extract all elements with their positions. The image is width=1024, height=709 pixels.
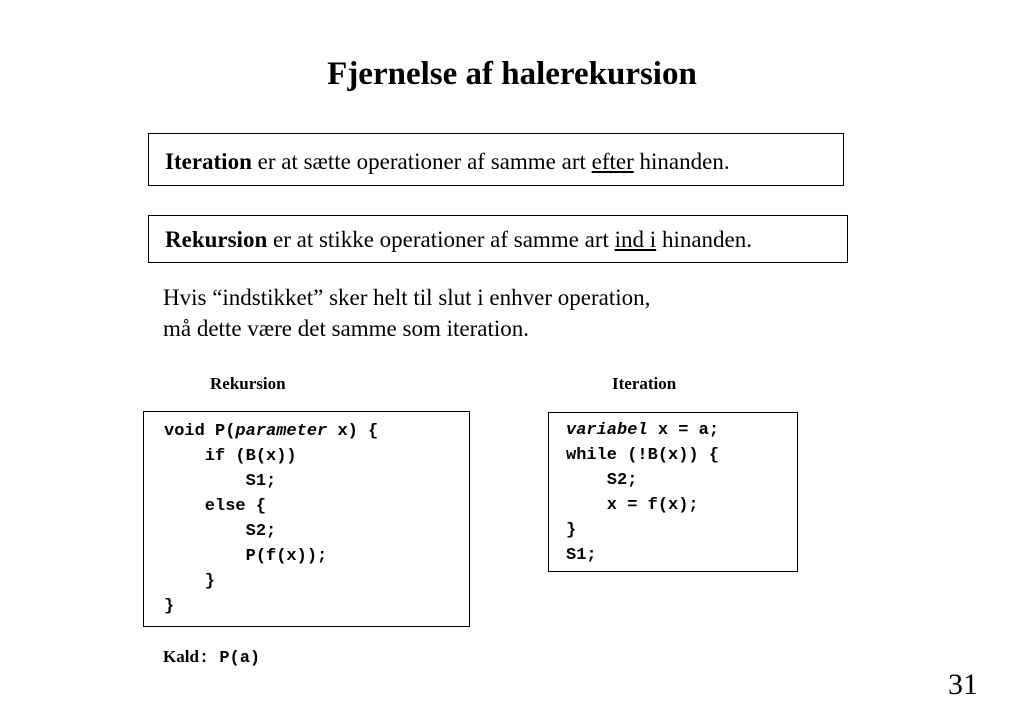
iteration-definition-box — [148, 133, 844, 186]
iteration-emphasis: efter — [591, 149, 634, 174]
code-line: } — [164, 597, 175, 616]
iteration-text-before: er at sætte operationer af samme art — [251, 149, 592, 174]
rekursion-text-after: hinanden. — [656, 227, 752, 252]
page-number: 31 — [948, 668, 978, 701]
code-line: S1; — [164, 472, 277, 491]
code-line: S2; — [566, 471, 638, 490]
code-line: if (B(x)) — [164, 447, 297, 466]
iteration-code-label: Iteration — [612, 374, 677, 393]
code-line: while (!B(x)) { — [566, 446, 720, 465]
code-line: else { — [164, 497, 267, 516]
iteration-code-block — [548, 412, 798, 572]
call-example — [163, 646, 260, 670]
slide-title: Fjernelse af halerekursion — [327, 56, 697, 92]
rekursion-text-before: er at stikke operationer af samme art — [267, 227, 615, 252]
rekursion-code-block — [143, 411, 470, 627]
call-separator: : — [198, 649, 220, 668]
code-line: P(f(x)); — [164, 547, 328, 566]
rekursion-emphasis: ind i — [614, 227, 657, 252]
code-line: } — [566, 521, 577, 540]
code-line: void P(parameter x) { — [164, 422, 379, 441]
code-line: } — [164, 572, 216, 591]
call-label: Kald — [163, 647, 199, 666]
code-line: S1; — [566, 546, 597, 565]
iteration-term: Iteration — [165, 149, 252, 174]
call-code: P(a) — [219, 649, 261, 668]
note-line-2: må dette være det samme som iteration. — [163, 316, 529, 341]
rekursion-code-label: Rekursion — [210, 374, 286, 393]
code-line: x = f(x); — [566, 496, 699, 515]
rekursion-definition-box — [148, 215, 848, 263]
rekursion-term: Rekursion — [165, 227, 268, 252]
note-line-1: Hvis “indstikket” sker helt til slut i enhver operation, — [163, 285, 651, 310]
code-line: variabel x = a; — [566, 421, 720, 440]
iteration-text-after: hinanden. — [633, 149, 730, 174]
tail-recursion-note — [163, 282, 650, 344]
code-line: S2; — [164, 522, 277, 541]
